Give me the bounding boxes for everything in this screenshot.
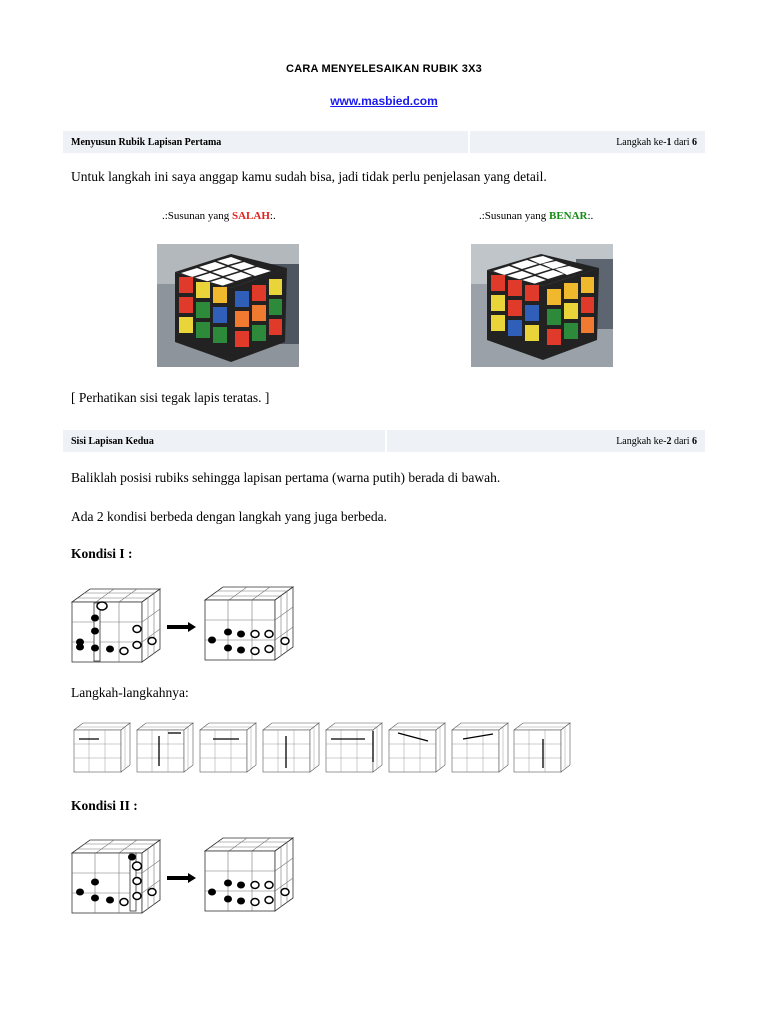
- right-word: BENAR: [548, 210, 588, 222]
- document-title: CARA MENYELESAIKAN RUBIK 3X3: [286, 63, 482, 75]
- step-2-title: Sisi Lapisan Kedua: [63, 430, 385, 452]
- step-1-intro: Untuk langkah ini saya anggap kamu sudah bisa, jadi tidak perlu penjelasan yang detail.: [71, 169, 547, 184]
- progress-of: dari: [673, 435, 690, 447]
- kondisi-1-heading: Kondisi I :: [71, 546, 133, 561]
- progress-prefix: Langkah ke-: [616, 435, 667, 447]
- right-suffix: :.: [587, 210, 594, 222]
- website-link[interactable]: www.masbied.com: [330, 94, 438, 108]
- progress-current: 2: [666, 435, 672, 447]
- steps-sequence-diagram: [73, 722, 573, 774]
- step-2-para-2: Ada 2 kondisi berbeda dengan langkah yang juga berbeda.: [71, 509, 388, 524]
- right-prefix: .:Susunan yang: [479, 210, 549, 222]
- progress-prefix: Langkah ke-: [616, 136, 667, 148]
- step-2-progress: [387, 430, 705, 452]
- wrong-cube-photo: [157, 244, 299, 367]
- progress-of: dari: [673, 136, 690, 148]
- progress-total: 6: [692, 136, 697, 148]
- wrong-suffix: :.: [269, 210, 276, 222]
- kondisi-2-diagram: [70, 836, 295, 916]
- step-2-para-1: Baliklah posisi rubiks sehingga lapisan pertama (warna putih) berada di bawah.: [71, 470, 501, 485]
- right-cube-photo: [471, 244, 613, 367]
- step-2-header: [63, 430, 705, 452]
- progress-current: 1: [666, 136, 672, 148]
- progress-total: 6: [692, 435, 697, 447]
- wrong-word: SALAH: [231, 210, 270, 222]
- step-1-title: Menyusun Rubik Lapisan Pertama: [63, 131, 468, 153]
- wrong-arrangement-label: [162, 210, 276, 222]
- right-arrangement-label: [479, 210, 593, 222]
- step-1-note: [ Perhatikan sisi tegak lapis teratas. ]: [71, 390, 270, 405]
- kondisi-2-heading: Kondisi II :: [71, 798, 138, 813]
- kondisi-1-diagram: [70, 585, 295, 665]
- steps-label: Langkah-langkahnya:: [71, 685, 189, 700]
- step-1-progress: [470, 131, 705, 153]
- step-1-header: [63, 131, 705, 153]
- wrong-prefix: .:Susunan yang: [162, 210, 232, 222]
